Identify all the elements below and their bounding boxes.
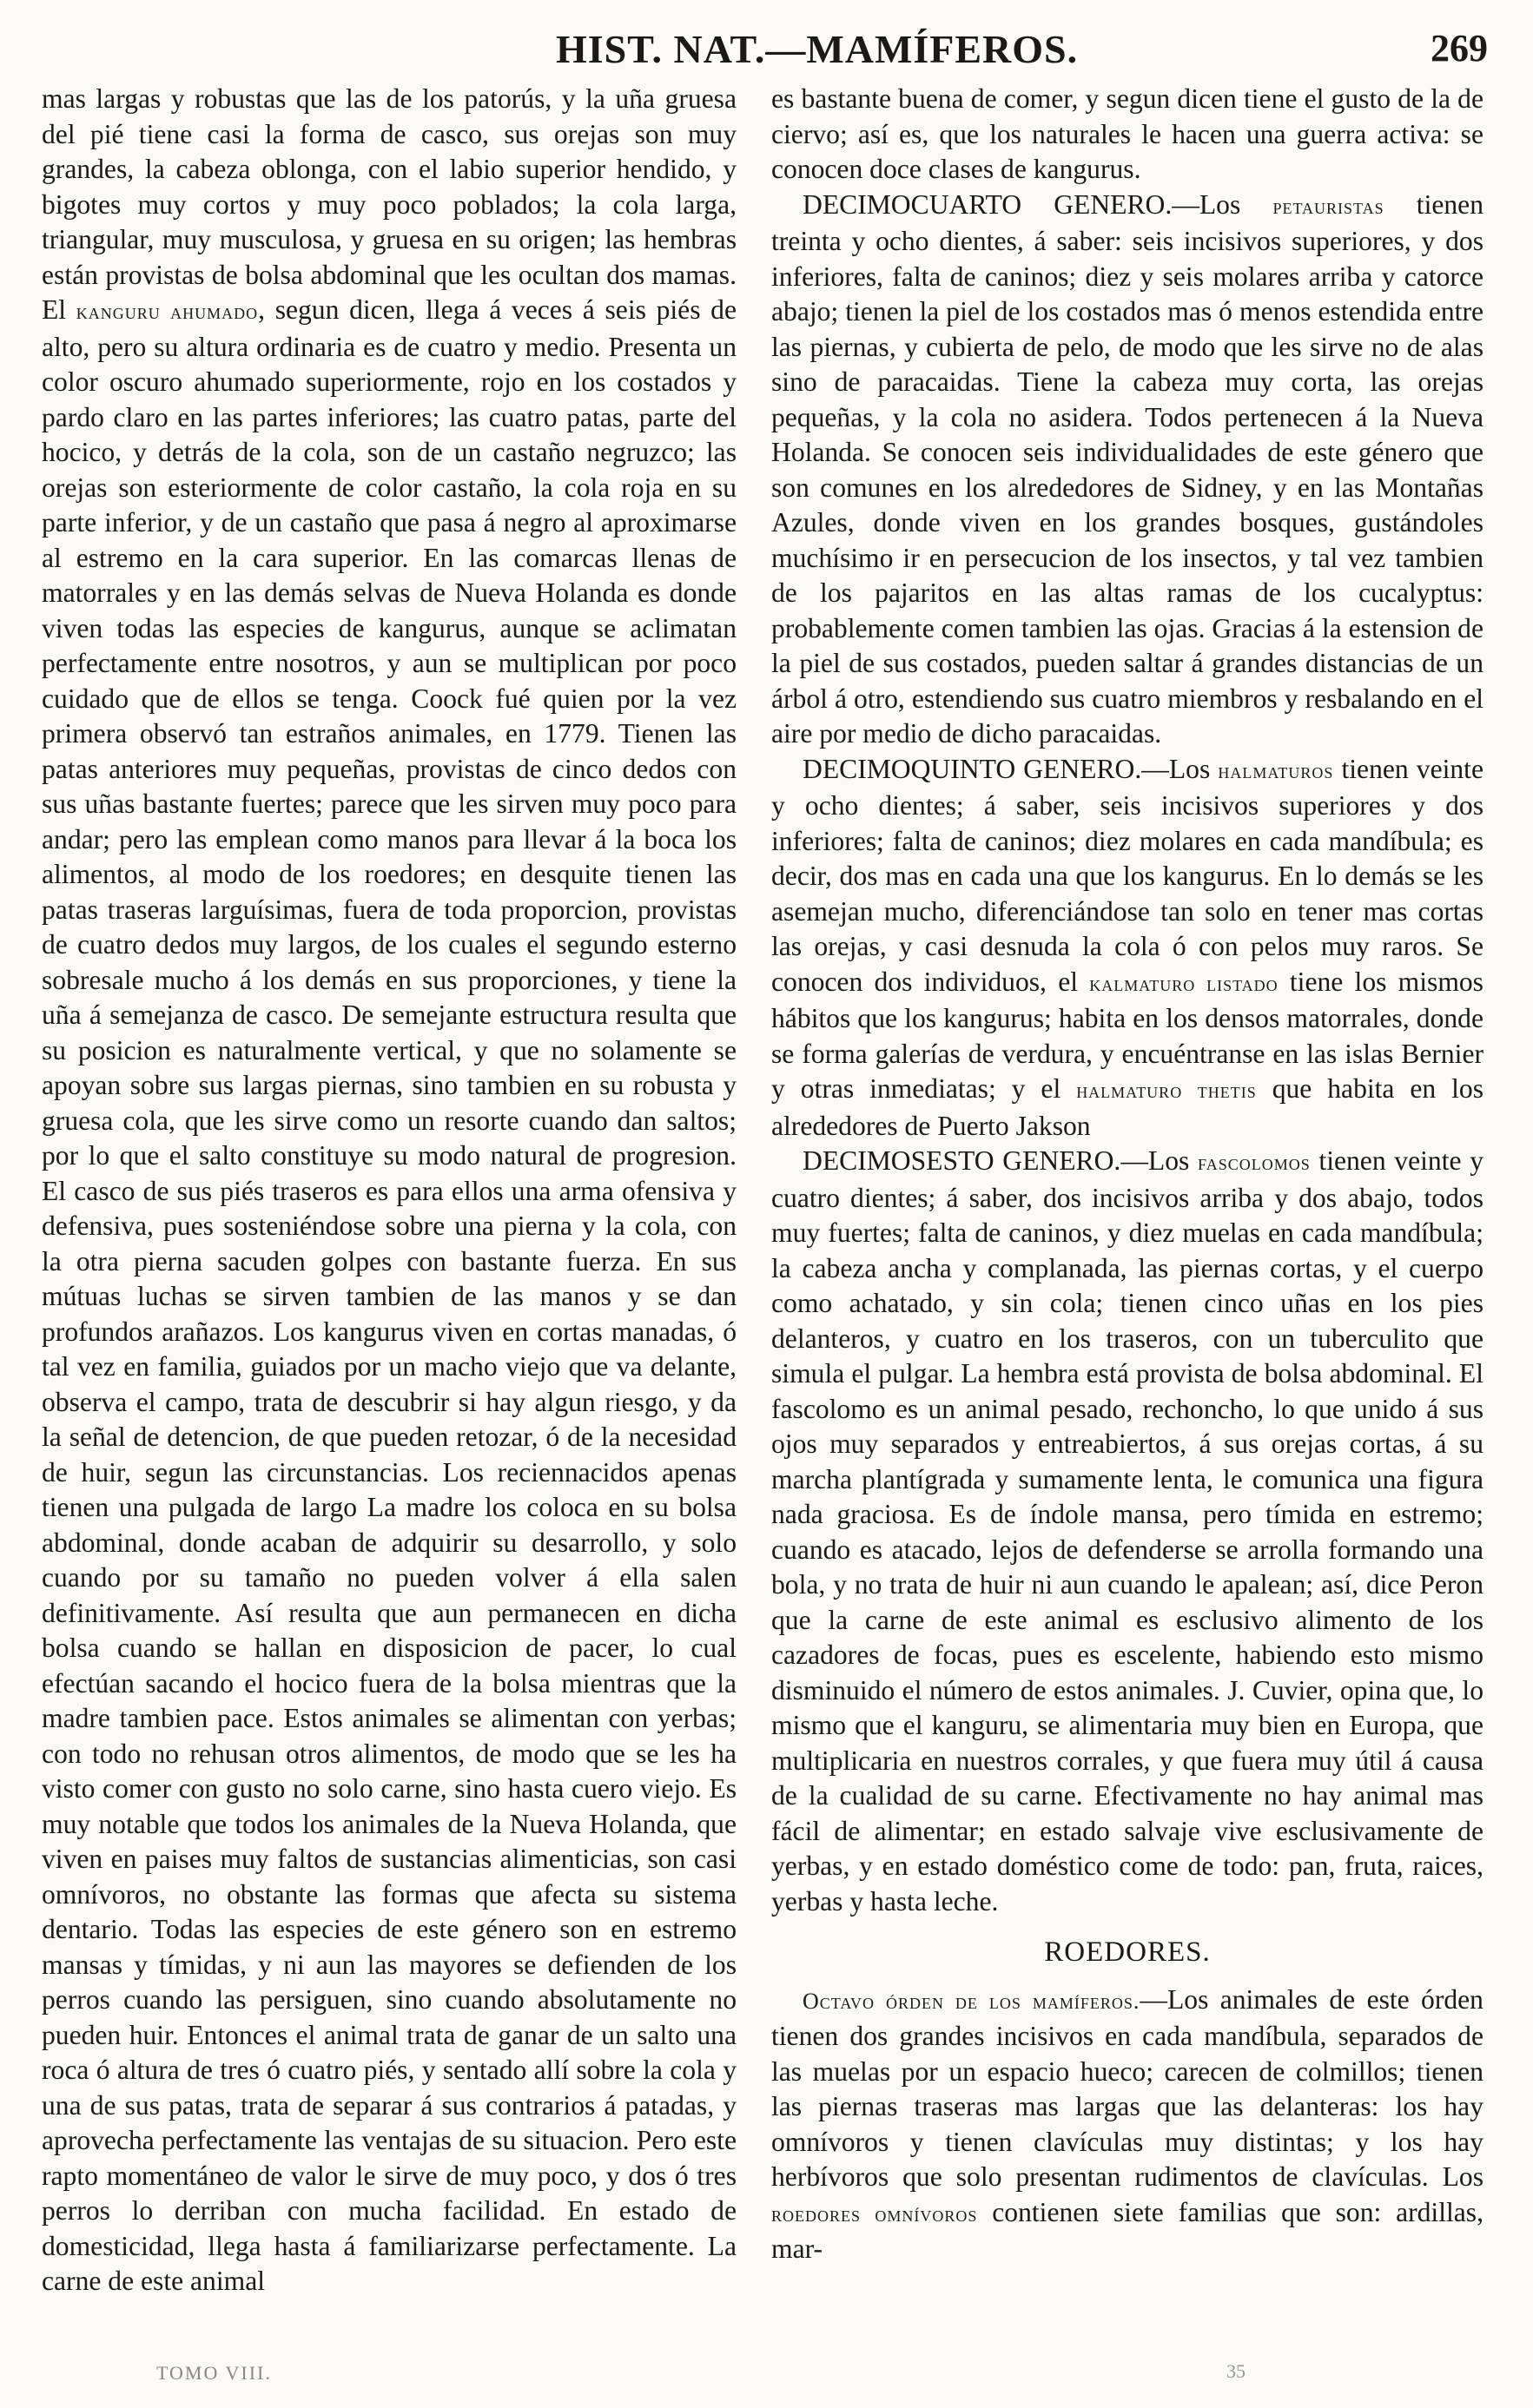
order-8-text-2: contienen siete familias que son: ardillas, mar- [771, 2196, 1483, 2264]
genus-15-text-2: tiene los mismos hábitos que los kangurus; habita en los densos matorrales, donde se forma galerías de verdura, y encuéntranse en las islas Bernier y otras inmediatas; y el [771, 966, 1483, 1104]
page-header-title: HIST. NAT.—MAMÍFEROS. [556, 27, 1079, 71]
genus-15-text: tienen veinte y ocho dientes; á saber, seis incisivos superiores y dos inferiores; falta de caninos; diez molares en cada mandíbula; es decir, dos mas en cada una que los kangurus. En lo demás se les asemejan mucho, diferenciándose tan solo en tener mas cortas las orejas, y casi desnuda la cola ó con pelos muy raros. Se conocen dos individuos, el [771, 753, 1483, 997]
genus-15-paragraph [771, 752, 1483, 1145]
genus-14-paragraph [771, 188, 1483, 752]
order-8-text: —Los animales de este órden tienen dos grandes incisivos en cada mandíbula, separados de las muelas por un espacio hueco; carecen de colmillos; tienen las piernas traseras mas largas que las delanteras: los hay omnívoros y tienen clavículas muy distintas; y los hay herbívoros que solo presentan rudimentos de clavículas. Los [771, 1983, 1483, 2192]
genus-16-lead: Los [1147, 1145, 1190, 1176]
order-8-paragraph [771, 1982, 1483, 2267]
page-number: 269 [1431, 27, 1488, 69]
kanguru-ahumado-term: kanguru ahumado [76, 299, 259, 324]
footer-volume-label: TOMO VIII. [156, 2362, 272, 2384]
running-head [0, 26, 1533, 78]
order-8-heading: Octavo órden de los mamíferos. [803, 1988, 1140, 2014]
halmaturo-thetis-term: halmaturo thetis [1076, 1078, 1257, 1103]
kangaroo-text-start: mas largas y robustas que las de los patorús, y la uña gruesa del pié tiene casi la forma de casco, sus orejas son muy grandes, la cabeza oblonga, con el labio superior hendido, y bigotes muy cortos y muy poco poblados; la cola larga, triangular, muy musculosa, y gruesa en su origen; las hembras están provistas de bolsa abdominal que les ocultan dos mamas. El [42, 83, 737, 325]
roedores-omnivoros-term: roedores omnívoros [771, 2200, 978, 2227]
section-title-roedores: ROEDORES. [1044, 1936, 1211, 1968]
genus-14-text: tienen treinta y ocho dientes, á saber: seis incisivos superiores, y dos inferiores, falta de caninos; diez y seis molares arriba y catorce abajo; tienen la piel de los costados mas ó menos estendida entre las piernas, y cubierta de pelo, de modo que les sirve no de alas sino de paracaidas. Tiene la cabeza muy corta, las orejas pequeñas, y la cola no asidera. Todos pertenecen á la Nueva Holanda. Se conocen seis individualidades de este género que son comunes en los alrededores de Sidney, y en las Montañas Azules, donde viven en los grandes bosques, gustándoles muchísimo ir en persecucion de los insectos, y tal vez tambien de los pajaritos en las altas ramas de los cucalyptus: probablemente comen tambien las ojas. Gracias á la estension de la piel de sus costados, pueden saltar á grandes distancias de un árbol á otro, estendiendo sus cuatro miembros y resbalando en el aire por medio de dicho paracaidas. [771, 188, 1483, 749]
kangaroo-paragraph [42, 82, 737, 2299]
halmaturos-term: halmaturos [1218, 757, 1334, 783]
genus-14-lead: Los [1199, 188, 1241, 220]
kalmaturo-listado-term: kalmaturo listado [1089, 970, 1279, 996]
genus-16-paragraph [771, 1144, 1483, 1919]
fascolomos-term: fascolomos [1198, 1150, 1311, 1175]
kangaroo-continuation: es bastante buena de comer, y segun dicen tiene el gusto de la de ciervo; así es, que los naturales le hacen una guerra activa: se conocen doce clases de kangurus. [771, 83, 1483, 184]
genus-16-heading: DECIMOSESTO GENERO.— [803, 1145, 1148, 1176]
petauristas-term: petauristas [1272, 193, 1384, 219]
genus-14-heading: DECIMOCUARTO GENERO.— [803, 188, 1199, 220]
footer-signature-mark: 35 [1226, 2360, 1246, 2382]
genus-15-heading: DECIMOQUINTO GENERO.— [803, 753, 1169, 784]
left-column [42, 82, 737, 2299]
right-column [771, 82, 1483, 2267]
kangaroo-text-rest: , segun dicen, llega á veces á seis piés de alto, pero su altura ordinaria es de cuatro y medio. Presenta un color oscuro ahumado superiormente, rojo en los costados y pardo claro en las partes inferiores; las cuatro patas, parte del hocico, y detrás de la cola, son de un castaño negruzco; las orejas son esteriormente de color castaño, la cola roja en su parte inferior, y de un castaño que pasa á negro al aproximarse al estremo en la cara superior. En las comarcas llenas de matorrales y en las demás selvas de Nueva Holanda es donde viven todas las especies de kangurus, aunque se aclimatan perfectamente entre nosotros, y aun se multiplican por poco cuidado que de ellos se tenga. Coock fué quien por la vez primera observó tan estraños animales, en 1779. Tienen las patas anteriores muy pequeñas, provistas de cinco dedos con sus uñas bastante fuertes; parece que les sirven muy poco para andar; pero las emplean como manos para llevar á la boca los alimentos, al modo de los roedores; en desquite tienen las patas traseras larguísimas, fuera de toda proporcion, provistas de cuatro dedos muy largos, de los cuales el segundo esterno sobresale mucho á los demás en sus proporciones, y tiene la uña á semejanza de casco. De semejante estructura resulta que su posicion es naturalmente vertical, y que no solamente se apoyan sobre sus largas piernas, sino tambien en su robusta y gruesa cola, que les sirve como un resorte cuando dan saltos; por lo que el salto constituye su modo natural de progresion. El casco de sus piés traseros es para ellos una arma ofensiva y defensiva, pues sosteniéndose sobre una pierna y la cola, con la otra pierna sacuden golpes con bastante fuerza. En sus mútuas luchas se sirven tambien de las manos y se dan profundos arañazos. Los kangurus viven en cortas manadas, ó tal vez en familia, guiados por un macho viejo que va delante, observa el campo, trata de descubrir si hay algun riesgo, y da la señal de detencion, de que pueden retozar, ó de la necesidad de huir, segun las circunstancias. Los reciennacidos apenas tienen una pulgada de largo La madre los coloca en su bolsa abdominal, donde acaban de adquirir su desarrollo, y solo cuando por su tamaño no pueden volver á ella salen definitivamente. Así resulta que aun permanecen en dicha bolsa cuando se hallan en disposicion de pacer, lo cual efectúan sacando el hocico fuera de la bolsa mientras que la madre tambien pace. Estos animales se alimentan con yerbas; con todo no rehusan otros alimentos, de modo que se les ha visto comer con gusto no solo carne, sino hasta cuero viejo. Es muy notable que todos los animales de la Nueva Holanda, que viven en paises muy faltos de sustancias alimenticias, son casi omnívoros, no obstante las formas que afecta su sistema dentario. Todas las especies de este género son en estremo mansas y tímidas, y ni aun las mayores se defienden de los perros cuando las persiguen, sino cuando absolutamente no pueden huir. Entonces el animal trata de ganar de un salto una roca ó altura de tres ó cuatro piés, y sentado allí sobre la cola y una de sus patas, trata de separar á sus contrarios á patadas, y aprovecha perfectamente las ventajas de su situacion. Pero este rapto momentáneo de valor le sirve de muy poco, y dos ó tres perros lo derriban con mucha facilidad. En estado de domesticidad, llega hasta á familiarizarse perfectamente. La carne de este animal [42, 294, 737, 2296]
genus-16-text: tienen veinte y cuatro dientes; á saber, dos incisivos arriba y dos abajo, todos muy fuertes; falta de caninos, y diez muelas en cada mandíbula; la cabeza ancha y complanada, las piernas cortas, y el cuerpo como achatado, y sin cola; tienen cinco uñas en los pies delanteros, y cuatro en los traseros, con un tuberculito que simula el pulgar. La hembra está provista de bolsa abdominal. El fascolomo es un animal pesado, rechoncho, lo que unido á sus ojos muy separados y entreabiertos, á sus orejas cortas, á su marcha plantígrada y sumamente lenta, le comunica una figura nada graciosa. Es de índole mansa, pero tímida en estremo; cuando es atacado, lejos de defenderse se arrolla formando una bola, y no trata de huir ni aun cuando le apalean; así, dice Peron que la carne de este animal es esclusivo alimento de los cazadores de focas, pues es escelente, habiendo esto mismo disminuido el número de estos animales. J. Cuvier, opina que, lo mismo que el kanguru, se alimentaria muy bien en Europa, que multiplicaria en nuestros corrales, y que fuera muy útil á causa de la cualidad de su carne. Efectivamente no hay animal mas fácil de alimentar; en estado salvaje vive esclusivamente de yerbas, y en estado doméstico come de todo: pan, fruta, raices, yerbas y hasta leche. [771, 1145, 1483, 1917]
genus-15-text-3: que habita en los alrededores de Puerto Jakson [771, 1073, 1484, 1141]
genus-15-lead: Los [1168, 753, 1211, 784]
